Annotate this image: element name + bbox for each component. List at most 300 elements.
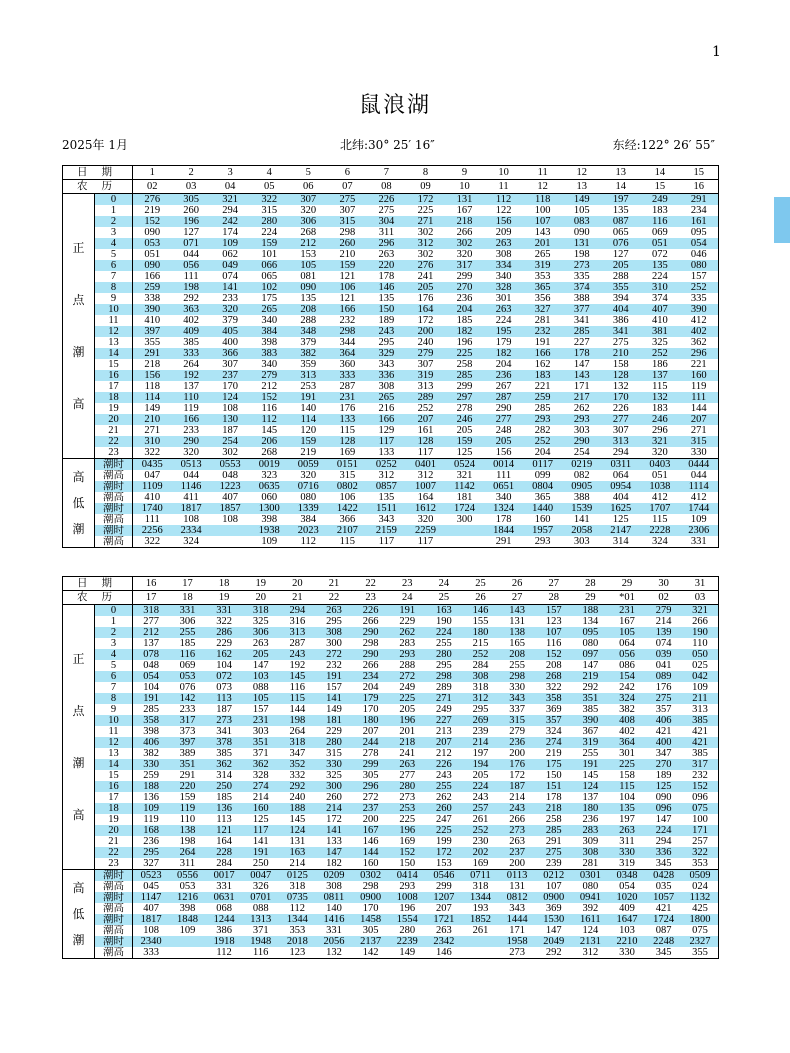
height-cell: 190 — [682, 627, 719, 638]
height-cell: 276 — [406, 260, 445, 271]
height-cell: 204 — [445, 304, 484, 315]
time-cell: 0513 — [172, 459, 211, 471]
time-cell: 1444 — [499, 914, 536, 925]
height-cell: 141 — [252, 836, 269, 847]
height-cell: 125 — [456, 447, 473, 458]
height-cell: 367 — [582, 726, 599, 737]
height-cell: 412 — [690, 492, 707, 503]
height-cell: 300 — [326, 638, 342, 649]
height-cell: 336 — [367, 370, 406, 381]
height-cell: 289 — [435, 682, 452, 693]
height-cell: 117 — [367, 436, 406, 447]
time-cell: 1800 — [682, 914, 719, 925]
tide-height-label: 潮高 — [95, 947, 133, 959]
height-cell: 313 — [601, 436, 640, 447]
height-cell: 210 — [133, 414, 172, 425]
height-cell: 298 — [499, 671, 536, 682]
height-cell: 271 — [144, 425, 161, 436]
height-cell: 347 — [289, 748, 306, 759]
time-cell: 0401 — [406, 459, 445, 471]
height-cell: 072 — [206, 671, 243, 682]
time-cell: 1724 — [445, 503, 484, 514]
height-cell: 299 — [352, 759, 389, 770]
height-cell: 300 — [456, 514, 473, 525]
height-cell: 330 — [133, 759, 170, 770]
height-cell: 383 — [250, 348, 289, 359]
height-cell: 364 — [609, 737, 646, 748]
height-cell: 200 — [362, 814, 379, 825]
time-cell: 1707 — [640, 503, 679, 514]
height-cell: 081 — [300, 271, 317, 282]
height-cell: 307 — [289, 194, 328, 206]
height-cell: 302 — [417, 227, 434, 238]
height-cell: 206 — [250, 436, 289, 447]
height-cell: 103 — [619, 925, 635, 936]
hourly-row — [63, 726, 719, 737]
height-cell: 146 — [362, 836, 379, 847]
height-cell: 198 — [172, 282, 211, 293]
height-cell: 192 — [172, 370, 211, 381]
height-cell — [462, 947, 499, 959]
height-cell: 281 — [582, 858, 599, 869]
height-cell: 164 — [216, 836, 232, 847]
height-cell: 295 — [378, 337, 395, 348]
height-cell: 319 — [523, 260, 562, 271]
height-cell: 331 — [169, 605, 206, 617]
height-cell: 273 — [399, 792, 416, 803]
hourly-row — [63, 638, 719, 649]
height-cell: 109 — [179, 925, 196, 936]
height-cell: 320 — [651, 447, 668, 458]
height-cell: 122 — [495, 205, 512, 216]
height-cell: 171 — [682, 825, 719, 836]
height-cell: 147 — [252, 660, 269, 671]
height-cell: 115 — [652, 381, 668, 392]
height-cell: 317 — [169, 715, 206, 726]
height-cell: 210 — [601, 348, 640, 359]
height-cell: 288 — [399, 660, 416, 671]
longitude-label: 东经:122° 26′ 55″ — [612, 138, 715, 152]
height-cell: 117 — [417, 447, 434, 458]
height-cell: 164 — [406, 304, 445, 315]
height-cell: 224 — [462, 781, 499, 792]
height-cell: 130 — [211, 414, 250, 425]
time-cell: 0651 — [484, 481, 523, 492]
time-cell: 2259 — [406, 525, 445, 536]
height-cell: 421 — [655, 903, 672, 914]
time-cell: 1007 — [406, 481, 445, 492]
hour-label: 15 — [95, 770, 133, 781]
height-cell: 237 — [352, 803, 389, 814]
height-cell: 280 — [426, 649, 463, 660]
height-cell: 115 — [339, 425, 356, 436]
height-cell: 150 — [399, 858, 416, 869]
time-cell: 0252 — [367, 459, 406, 471]
height-cell: 232 — [326, 660, 342, 671]
height-cell: 385 — [682, 715, 719, 726]
hour-label: 17 — [95, 792, 133, 803]
hourly-row — [63, 825, 719, 836]
height-cell: 278 — [362, 748, 379, 759]
extreme-row — [63, 947, 719, 959]
lunar-cell: 26 — [462, 591, 499, 605]
height-cell: 280 — [389, 781, 426, 792]
height-cell: 100 — [534, 205, 551, 216]
height-cell: 236 — [456, 293, 473, 304]
height-cell: 150 — [367, 304, 406, 315]
height-cell: 390 — [572, 715, 609, 726]
height-cell: 410 — [651, 315, 668, 326]
time-cell: 0219 — [562, 459, 601, 471]
height-cell: 213 — [435, 726, 452, 737]
extreme-row — [63, 870, 719, 882]
height-cell: 212 — [435, 748, 452, 759]
height-cell: 338 — [144, 293, 161, 304]
hour-label: 8 — [95, 693, 133, 704]
side-tab-marker — [774, 197, 790, 243]
height-cell: 198 — [179, 836, 196, 847]
height-cell: 087 — [655, 925, 672, 936]
lunar-row — [63, 180, 719, 194]
height-cell: 348 — [289, 326, 328, 337]
time-cell: 0905 — [562, 481, 601, 492]
height-cell: 143 — [534, 227, 551, 238]
time-cell: 1344 — [462, 892, 499, 903]
height-cell: 115 — [609, 781, 646, 792]
height-cell: 268 — [535, 671, 572, 682]
height-cell: 141 — [573, 514, 590, 525]
height-cell: 118 — [523, 194, 562, 206]
height-cell: 294 — [612, 447, 629, 458]
height-cell: 421 — [682, 737, 719, 748]
height-cell: 176 — [417, 293, 434, 304]
day-cell: 20 — [292, 578, 303, 589]
height-cell: 241 — [417, 271, 434, 282]
block-char: 潮 — [72, 756, 85, 770]
height-cell: 163 — [426, 605, 463, 617]
block-char: 潮 — [72, 522, 85, 536]
height-cell: 155 — [472, 616, 489, 627]
hour-label: 11 — [95, 315, 133, 326]
height-cell: 255 — [426, 781, 463, 792]
height-cell: 041 — [655, 660, 672, 671]
height-cell: 288 — [300, 315, 317, 326]
time-cell: 0014 — [484, 459, 523, 471]
time-cell: 1146 — [172, 481, 211, 492]
time-cell: 2342 — [426, 936, 463, 947]
time-cell: 1142 — [445, 481, 484, 492]
height-cell: 269 — [462, 715, 499, 726]
height-cell: 388 — [573, 293, 590, 304]
height-cell: 311 — [179, 858, 196, 869]
hour-label: 10 — [95, 715, 133, 726]
time-cell: 0900 — [352, 892, 389, 903]
height-cell: 262 — [389, 627, 426, 638]
time-cell: 0047 — [242, 870, 279, 882]
height-cell: 048 — [222, 470, 239, 481]
height-cell: 178 — [495, 514, 512, 525]
height-cell: 277 — [143, 616, 159, 627]
height-cell: 069 — [651, 227, 668, 238]
height-cell: 119 — [183, 403, 199, 414]
height-cell: 303 — [573, 536, 590, 547]
time-cell: 1132 — [682, 892, 719, 903]
height-cell: 116 — [289, 682, 305, 693]
height-cell: 263 — [484, 238, 523, 249]
time-cell: 2147 — [601, 525, 640, 536]
height-cell: 351 — [169, 759, 206, 770]
height-cell: 135 — [612, 205, 629, 216]
day-row — [63, 166, 719, 180]
height-cell: 119 — [169, 803, 206, 814]
height-cell: 313 — [417, 381, 434, 392]
height-cell: 398 — [179, 903, 196, 914]
height-cell: 262 — [435, 792, 452, 803]
height-cell: 287 — [484, 392, 523, 403]
height-cell: 157 — [535, 605, 572, 617]
lunar-cell: 02 — [133, 180, 172, 194]
height-cell: 362 — [242, 759, 279, 770]
height-cell: 366 — [211, 348, 250, 359]
height-cell: 195 — [484, 326, 523, 337]
time-cell: 0523 — [133, 870, 170, 882]
height-cell: 409 — [619, 903, 635, 914]
height-cell: 133 — [326, 836, 342, 847]
height-cell: 108 — [222, 514, 239, 525]
height-cell: 400 — [222, 337, 239, 348]
hourly-row — [63, 671, 719, 682]
height-cell: 121 — [339, 271, 356, 282]
height-cell: 272 — [316, 649, 353, 660]
time-cell: 0117 — [523, 459, 562, 471]
height-cell: 263 — [389, 759, 426, 770]
height-cell: 408 — [609, 715, 646, 726]
height-cell: 191 — [534, 337, 551, 348]
height-cell: 255 — [582, 748, 599, 759]
height-cell: 144 — [690, 403, 707, 414]
height-cell: 225 — [399, 814, 416, 825]
time-cell: 0428 — [645, 870, 682, 882]
hourly-block-label — [63, 194, 95, 459]
height-cell: 327 — [143, 858, 159, 869]
height-cell: 353 — [692, 858, 708, 869]
time-cell: 0954 — [601, 481, 640, 492]
time-cell — [211, 525, 250, 536]
hour-label: 16 — [95, 781, 133, 792]
hour-label: 22 — [95, 436, 133, 447]
hour-label: 5 — [95, 249, 133, 260]
height-cell: 397 — [133, 326, 172, 337]
tide-time-label: 潮时 — [95, 870, 133, 882]
height-cell: 398 — [143, 726, 159, 737]
height-cell: 168 — [133, 825, 170, 836]
height-cell: 172 — [406, 194, 445, 206]
height-cell: 188 — [572, 605, 609, 617]
time-cell: 1844 — [484, 525, 523, 536]
hourly-row — [63, 616, 719, 627]
time-cell: 0811 — [316, 892, 353, 903]
hourly-row — [63, 858, 719, 870]
height-cell: 407 — [143, 903, 159, 914]
height-cell: 268 — [261, 447, 278, 458]
height-cell: 147 — [582, 660, 599, 671]
height-cell: 149 — [562, 194, 601, 206]
extreme-row — [63, 459, 719, 471]
height-cell: 132 — [612, 381, 629, 392]
height-cell: 205 — [456, 425, 473, 436]
height-cell: 159 — [445, 436, 484, 447]
height-cell: 053 — [133, 238, 172, 249]
height-cell: 374 — [651, 293, 668, 304]
time-cell: 2239 — [389, 936, 426, 947]
lunar-cell: 14 — [601, 180, 640, 194]
tide-height-label: 潮高 — [95, 903, 133, 914]
height-cell: 138 — [499, 627, 536, 638]
height-cell: 205 — [472, 770, 489, 781]
height-cell: 236 — [499, 737, 536, 748]
time-cell: 0301 — [572, 870, 609, 882]
time-cell: 1511 — [367, 503, 406, 514]
height-cell: 201 — [399, 726, 416, 737]
height-cell: 115 — [652, 514, 668, 525]
hour-label: 22 — [95, 847, 133, 858]
height-cell: 227 — [426, 715, 463, 726]
height-cell: 103 — [242, 671, 279, 682]
height-cell: 271 — [690, 425, 707, 436]
height-cell: 250 — [206, 781, 243, 792]
height-cell: 260 — [183, 205, 199, 216]
height-cell: 298 — [426, 671, 463, 682]
time-cell: 0556 — [169, 870, 206, 882]
height-cell: 328 — [252, 770, 269, 781]
height-cell: 096 — [692, 792, 708, 803]
height-cell: 270 — [645, 759, 682, 770]
height-cell: 312 — [582, 947, 599, 958]
hourly-row — [63, 425, 719, 436]
height-cell: 090 — [144, 227, 161, 238]
height-cell: 233 — [179, 704, 196, 715]
height-cell: 166 — [144, 271, 161, 282]
tide-height-label: 潮高 — [95, 881, 133, 892]
height-cell: 404 — [612, 492, 629, 503]
height-cell: 296 — [367, 238, 406, 249]
height-cell: 397 — [169, 737, 206, 748]
lunar-cell: 06 — [289, 180, 328, 194]
extreme-row — [63, 936, 719, 947]
height-cell: 307 — [417, 359, 434, 370]
height-cell: 066 — [250, 260, 289, 271]
height-cell: 090 — [655, 792, 672, 803]
height-cell: 254 — [573, 447, 590, 458]
height-cell: 277 — [484, 414, 523, 425]
lunar-cell: 07 — [328, 180, 367, 194]
height-cell: 294 — [222, 205, 239, 216]
height-cell: 175 — [535, 759, 572, 770]
hourly-block-label — [63, 605, 95, 870]
height-cell: 266 — [456, 227, 473, 238]
height-cell: 135 — [609, 803, 646, 814]
height-cell: 320 — [211, 304, 250, 315]
height-cell: 392 — [582, 903, 599, 914]
height-cell: 175 — [261, 293, 278, 304]
height-cell: 365 — [534, 492, 551, 503]
height-cell: 086 — [619, 660, 635, 671]
height-cell: 069 — [179, 660, 196, 671]
tide-table-1 — [62, 165, 719, 548]
height-cell: 105 — [289, 260, 328, 271]
height-cell: 322 — [144, 447, 161, 458]
height-cell: 076 — [601, 238, 640, 249]
height-cell: 054 — [133, 671, 170, 682]
height-cell: 412 — [690, 315, 707, 326]
height-cell: 389 — [179, 748, 196, 759]
height-cell: 167 — [619, 616, 635, 627]
height-cell: 263 — [509, 836, 525, 847]
height-cell: 025 — [692, 660, 708, 671]
height-cell: 322 — [682, 847, 719, 858]
height-cell: 362 — [690, 337, 707, 348]
height-cell: 121 — [206, 825, 243, 836]
height-cell: 237 — [211, 370, 250, 381]
height-cell: 260 — [426, 803, 463, 814]
tide-height-label: 潮高 — [95, 492, 133, 503]
height-cell: 111 — [183, 271, 199, 282]
height-cell: 355 — [601, 282, 640, 293]
height-cell: 042 — [682, 671, 719, 682]
height-cell: 226 — [352, 605, 389, 617]
height-cell: 121 — [339, 293, 356, 304]
height-cell: 101 — [261, 249, 278, 260]
height-cell: 253 — [389, 803, 426, 814]
time-cell: 1324 — [484, 503, 523, 514]
height-cell: 170 — [362, 704, 379, 715]
hour-label: 18 — [95, 392, 133, 403]
tide-time-label: 潮时 — [95, 503, 133, 514]
height-cell: 108 — [222, 403, 239, 414]
height-cell: 145 — [261, 425, 278, 436]
hour-label: 8 — [95, 282, 133, 293]
height-cell: 044 — [183, 470, 199, 481]
height-cell: 179 — [495, 337, 512, 348]
block-char: 正 — [72, 652, 85, 666]
height-cell: 410 — [144, 315, 161, 326]
height-cell: 135 — [640, 260, 679, 271]
height-cell: 152 — [389, 847, 426, 858]
height-cell: 275 — [612, 337, 629, 348]
height-cell: 117 — [242, 825, 279, 836]
height-cell: 411 — [183, 492, 199, 503]
height-cell: 331 — [206, 605, 243, 617]
height-cell: 321 — [682, 605, 719, 617]
day-cell: 31 — [694, 578, 706, 589]
lunar-cell: 16 — [679, 180, 718, 194]
height-cell: 229 — [326, 726, 342, 737]
height-cell: 324 — [183, 536, 199, 547]
height-cell: 320 — [300, 205, 317, 216]
height-cell: 182 — [445, 326, 484, 337]
height-cell: 315 — [326, 748, 342, 759]
height-cell: 146 — [462, 605, 499, 617]
height-cell: 080 — [582, 638, 599, 649]
height-cell: 174 — [222, 227, 239, 238]
height-cell: 318 — [289, 881, 306, 892]
height-cell: 260 — [328, 238, 367, 249]
time-cell: 2107 — [328, 525, 367, 536]
lunar-cell: 24 — [389, 591, 426, 605]
height-cell: 123 — [545, 616, 562, 627]
hour-label: 11 — [95, 726, 133, 737]
hour-label: 4 — [95, 649, 133, 660]
